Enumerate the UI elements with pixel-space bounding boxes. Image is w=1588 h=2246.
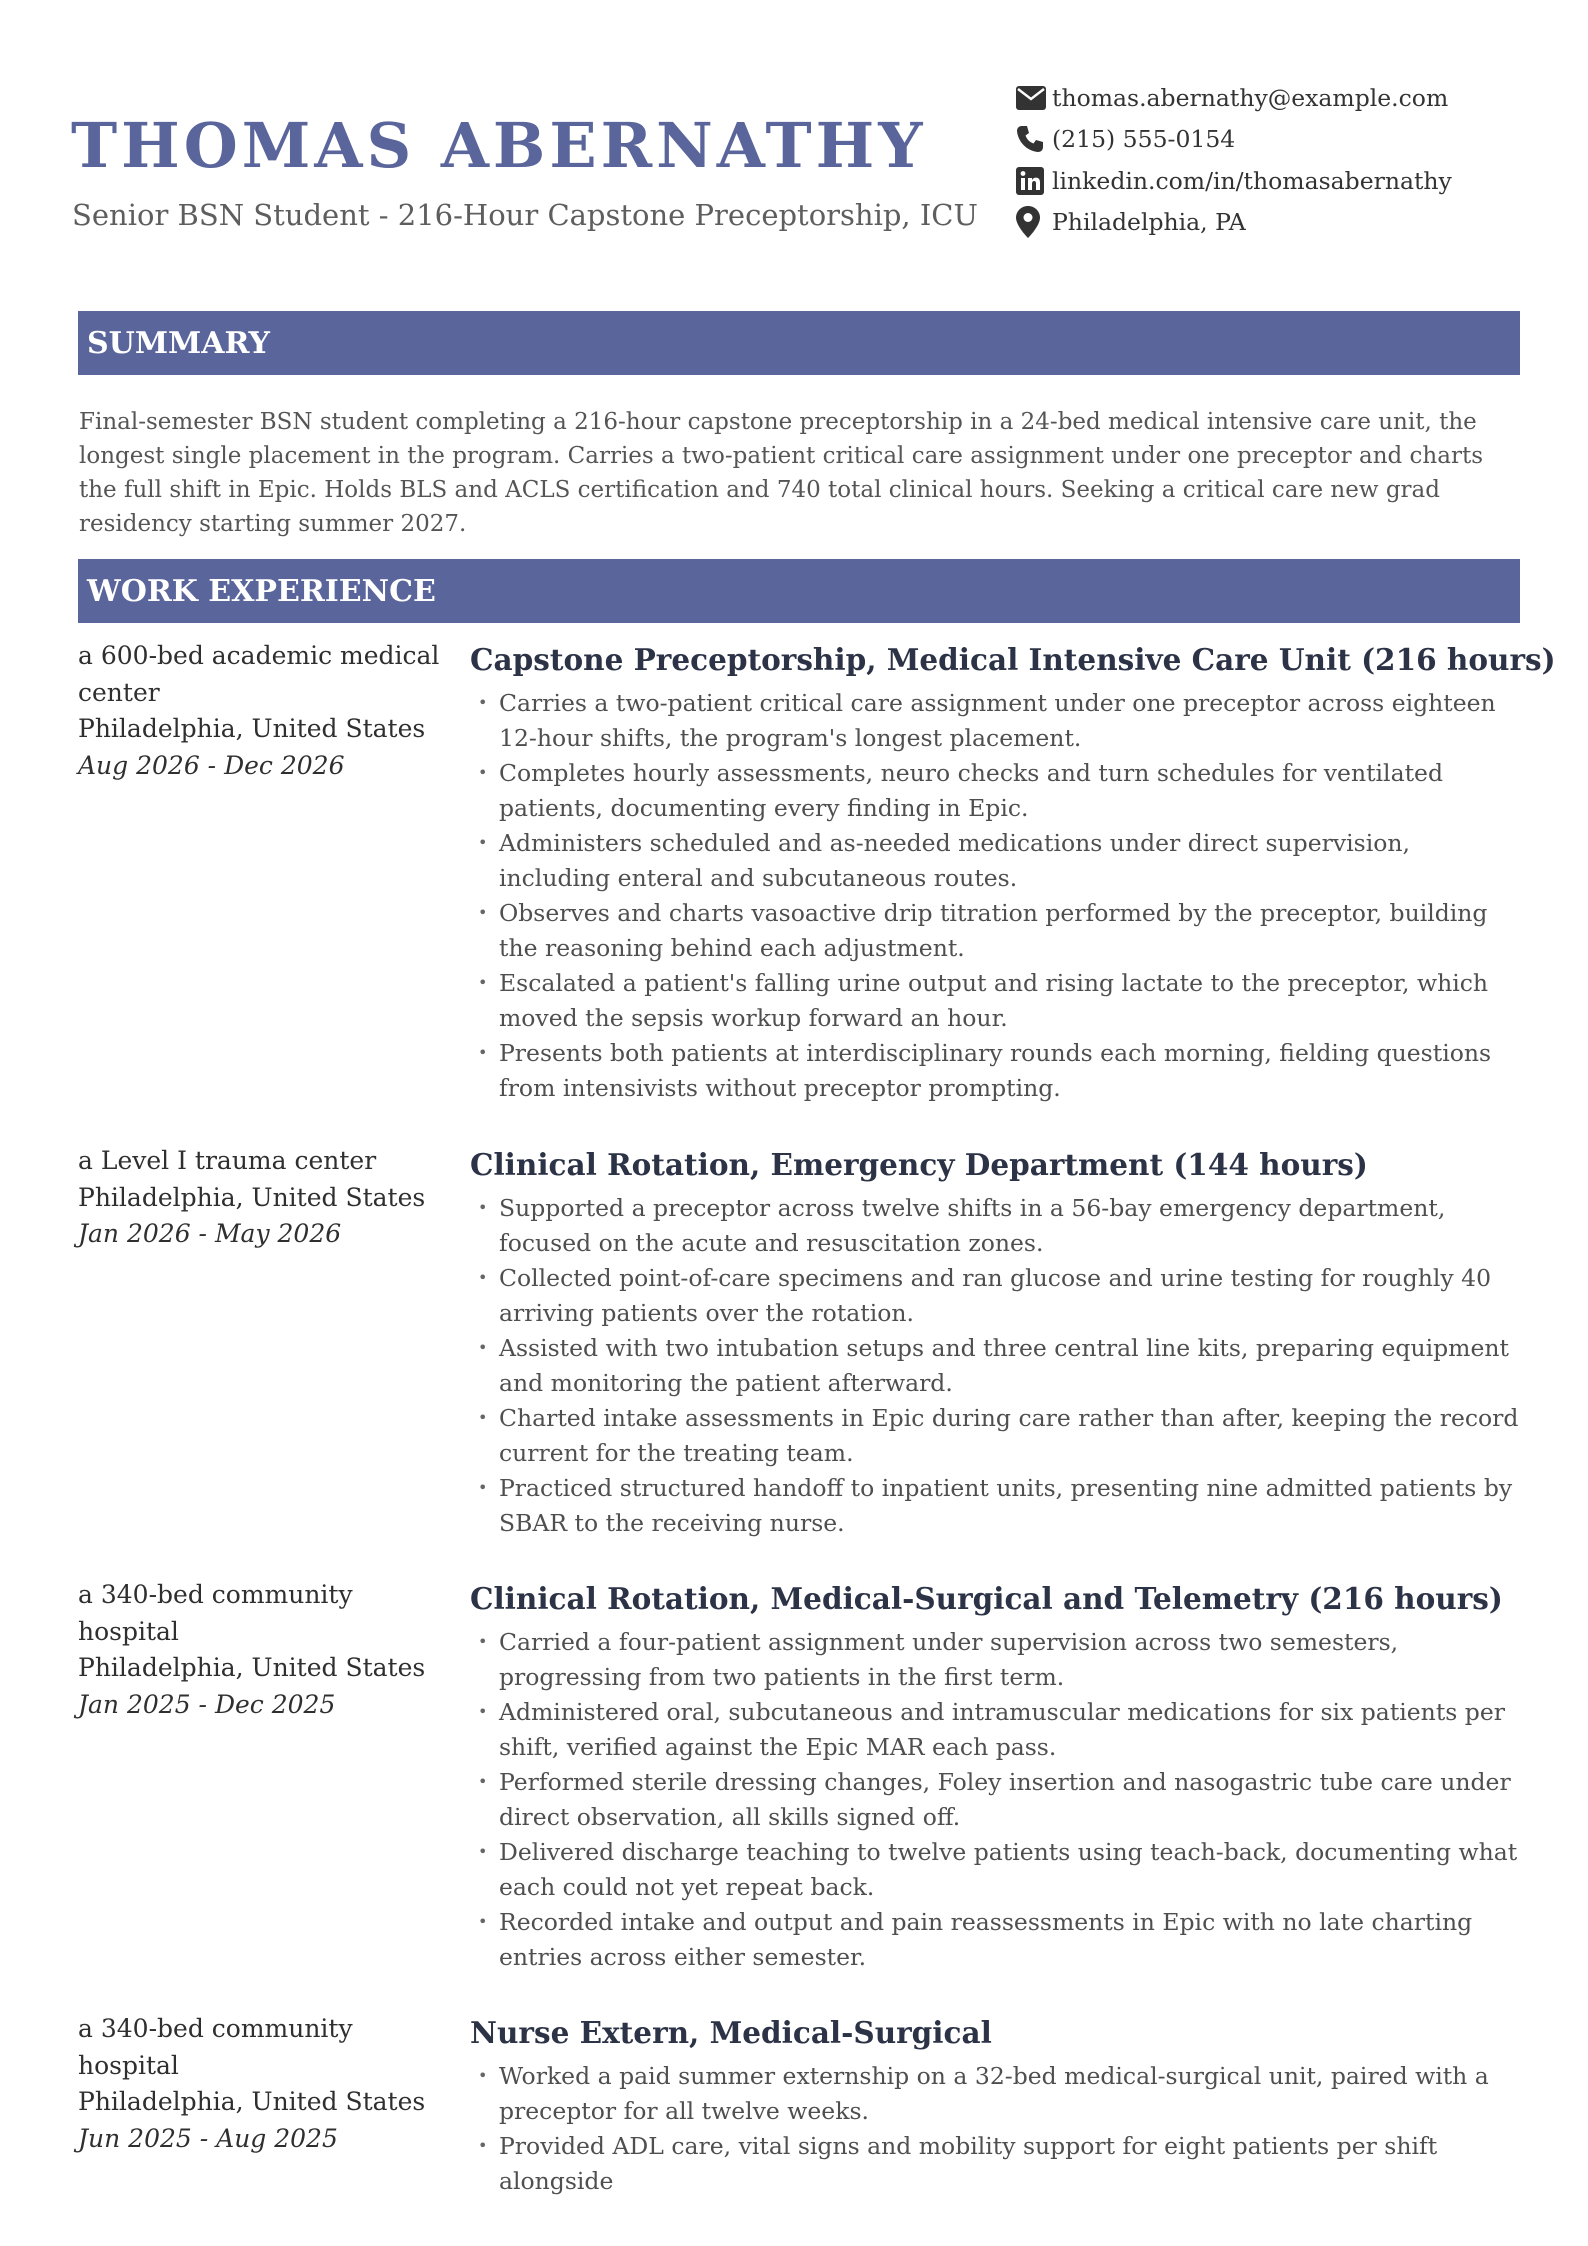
job-meta — [78, 1143, 448, 1253]
job-bullets — [470, 1191, 1520, 1540]
job-bullet: • Recorded intake and output and pain reassessments in Epic with no late charting entries across either semester. — [470, 1905, 1520, 1974]
linkedin-icon — [1016, 165, 1052, 197]
envelope-icon — [1016, 82, 1052, 114]
linkedin-text: linkedin.com/in/thomasabernathy — [1052, 166, 1452, 195]
job-bullet: • Administered oral, subcutaneous and intramuscular medications for six patients per shift, verified against the Epic MAR each pass. — [470, 1695, 1520, 1764]
job-bullet: • Collected point-of-care specimens and ran glucose and urine testing for roughly 40 arriving patients over the rotation. — [470, 1261, 1520, 1330]
location-text: Philadelphia, PA — [1052, 208, 1246, 237]
job-bullet: • Presents both patients at interdisciplinary rounds each morning, fielding questions from intensivists without preceptor prompting. — [470, 1036, 1520, 1105]
experience-heading: WORK EXPERIENCE — [78, 559, 1520, 623]
job-details — [470, 1143, 1520, 1541]
candidate-headline: Senior BSN Student - 216-Hour Capstone Preceptorship, ICU — [72, 198, 978, 232]
contact-location — [1016, 202, 1452, 244]
job-details — [470, 638, 1556, 1106]
phone-icon — [1016, 123, 1052, 155]
job-dates: Aug 2026 - Dec 2026 — [78, 750, 345, 780]
job-meta — [78, 638, 448, 784]
job-dates: Jun 2025 - Aug 2025 — [78, 2123, 338, 2153]
job-location: Philadelphia, United States — [78, 1653, 426, 1682]
job-location: Philadelphia, United States — [78, 2087, 426, 2116]
job-meta — [78, 2011, 448, 2157]
job-bullet: • Carries a two-patient critical care assignment under one preceptor across eighteen 12-hour shifts, the program's longest placement. — [470, 686, 1520, 755]
job-bullet: • Worked a paid summer externship on a 32-bed medical-surgical unit, paired with a preceptor for all twelve weeks. — [470, 2059, 1520, 2128]
job-bullet: • Practiced structured handoff to inpatient units, presenting nine admitted patients by SBAR to the receiving nurse. — [470, 1471, 1520, 1540]
contact-email[interactable] — [1016, 77, 1452, 119]
job-title: Nurse Extern, Medical-Surgical — [470, 2015, 992, 2050]
summary-heading: SUMMARY — [78, 311, 1520, 375]
job-bullet: • Provided ADL care, vital signs and mobility support for eight patients per shift alongside — [470, 2129, 1520, 2198]
job-organization: a 340-bed community hospital — [78, 1580, 353, 1646]
job-dates: Jan 2026 - May 2026 — [78, 1219, 342, 1248]
job-bullet: • Escalated a patient's falling urine output and rising lactate to the preceptor, which moved the sepsis workup forward an hour. — [470, 966, 1520, 1035]
email-text: thomas.abernathy@example.com — [1052, 83, 1449, 112]
job-bullets — [470, 2059, 1520, 2198]
job-bullet: • Carried a four-patient assignment under supervision across two semesters, progressing from two patients in the first term. — [470, 1625, 1520, 1694]
map-pin-icon — [1016, 206, 1052, 238]
contact-linkedin[interactable] — [1016, 160, 1452, 202]
candidate-name: THOMAS ABERNATHY — [71, 109, 927, 182]
phone-text: (215) 555-0154 — [1052, 125, 1236, 154]
job-bullet: • Observes and charts vasoactive drip titration performed by the preceptor, building the reasoning behind each adjustment. — [470, 896, 1520, 965]
job-bullets — [470, 686, 1520, 1105]
job-details — [470, 2011, 1520, 2199]
job-details — [470, 1577, 1520, 1975]
job-bullet: • Supported a preceptor across twelve shifts in a 56-bay emergency department, focused on the acute and resuscitation zones. — [470, 1191, 1520, 1260]
job-meta — [78, 1577, 448, 1723]
job-bullet: • Performed sterile dressing changes, Foley insertion and nasogastric tube care under direct observation, all skills signed off. — [470, 1765, 1520, 1834]
contact-phone[interactable] — [1016, 119, 1452, 161]
job-title: Capstone Preceptorship, Medical Intensive Care Unit (216 hours) — [470, 642, 1556, 677]
job-bullet: • Administers scheduled and as-needed medications under direct supervision, including enteral and subcutaneous routes. — [470, 826, 1520, 895]
job-bullet: • Completes hourly assessments, neuro checks and turn schedules for ventilated patients, documenting every finding in Epic. — [470, 756, 1520, 825]
job-title: Clinical Rotation, Medical-Surgical and Telemetry (216 hours) — [470, 1581, 1503, 1616]
contact-list — [1016, 77, 1452, 243]
job-bullet: • Assisted with two intubation setups and three central line kits, preparing equipment and monitoring the patient afterward. — [470, 1331, 1520, 1400]
job-location: Philadelphia, United States — [78, 714, 426, 743]
job-bullet: • Delivered discharge teaching to twelve patients using teach-back, documenting what each could not yet repeat back. — [470, 1835, 1520, 1904]
job-organization: a 600-bed academic medical center — [78, 641, 440, 707]
job-title: Clinical Rotation, Emergency Department (144 hours) — [470, 1147, 1368, 1182]
job-organization: a 340-bed community hospital — [78, 2014, 353, 2080]
job-dates: Jan 2025 - Dec 2025 — [78, 1689, 336, 1719]
job-location: Philadelphia, United States — [78, 1182, 426, 1212]
job-bullets — [470, 1625, 1520, 1974]
job-organization: a Level I trauma center — [78, 1146, 377, 1175]
summary-text: Final-semester BSN student completing a 216-hour capstone preceptorship in a 24-bed medical intensive care unit, the longest single placement in the program. Carries a two-patient critical care assignment under one preceptor and charts the full shift in Epic. Holds BLS and ACLS certification and 740 total clinical hours. Seeking a critical care new grad residency starting summer 2027. — [79, 409, 1483, 537]
job-bullet: • Charted intake assessments in Epic during care rather than after, keeping the record current for the treating team. — [470, 1401, 1520, 1470]
